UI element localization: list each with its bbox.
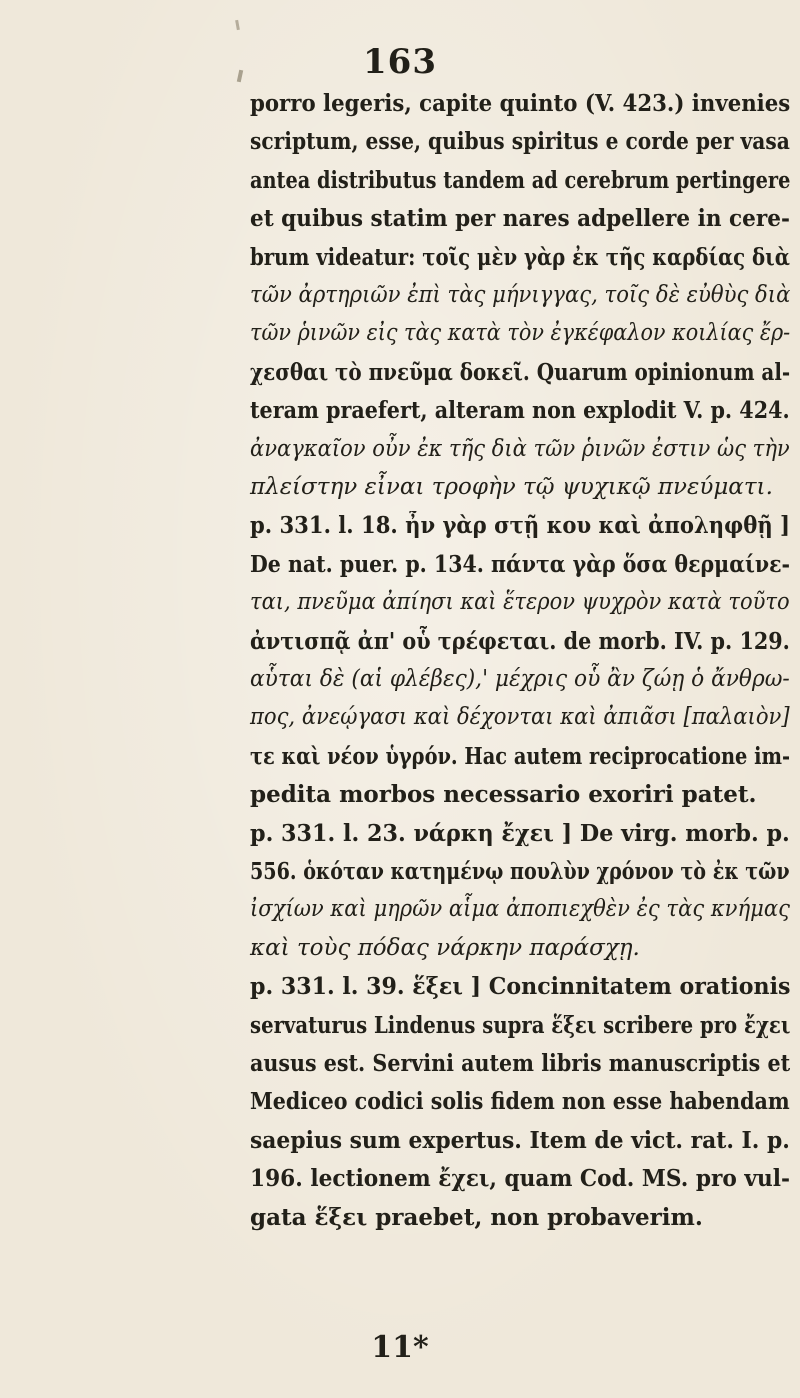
- text-line: Mediceo codici solis fidem non esse habendam: [250, 1088, 790, 1116]
- text-line: teram praefert, alteram non explodit V. p. 424.: [250, 397, 790, 425]
- text-line: ἰσχίων καὶ μηρῶν αἷμα ἀποπιεχθὲν ἐς τὰς κνήμας: [250, 896, 790, 923]
- text-line: χεσθαι τὸ πνεῦμα δοκεῖ. Quarum opinionum al-: [250, 358, 791, 386]
- page-number: 163: [363, 42, 437, 82]
- text-line: servaturus Lindenus supra ἕξει scribere pro ἔχει: [250, 1011, 791, 1039]
- text-line: et quibus statim per nares adpellere in cere-: [250, 205, 790, 233]
- signature-mark: 11*: [371, 1330, 429, 1365]
- text-line: πος, ἀνεῴγασι καὶ δέχονται καὶ ἀπιᾶσι [παλαιὸν]: [250, 704, 790, 731]
- text-line: τε καὶ νέον ὑγρόν. Hac autem reciprocatione im-: [250, 742, 791, 770]
- text-line: 196. lectionem ἔχει, quam Cod. MS. pro vul-: [250, 1165, 791, 1193]
- text-line: p. 331. l. 39. ἕξει ] Concinnitatem orationis: [250, 973, 791, 1001]
- ink-speck: [235, 20, 240, 30]
- text-line: καὶ τοὺς πόδας νάρκην παράσχῃ.: [250, 934, 640, 961]
- text-line: antea distributus tandem ad cerebrum pertingere: [250, 166, 791, 194]
- text-line: ἀναγκαῖον οὖν ἐκ τῆς διὰ τῶν ῥινῶν ἐστιν ὡς τὴν: [250, 435, 790, 462]
- text-line: ausus est. Servini autem libris manuscriptis et: [250, 1050, 791, 1077]
- text-line: ἀντισπᾷ ἀπ' οὗ τρέφεται. de morb. IV. p. 129.: [250, 627, 790, 655]
- text-line: gata ἕξει praebet, non probaverim.: [250, 1203, 703, 1231]
- text-line: p. 331. l. 18. ἦν γὰρ στῇ κου καὶ ἀποληφθῇ ]: [250, 512, 791, 540]
- text-line: pedita morbos necessario exoriri patet.: [250, 781, 757, 809]
- text-line: τῶν ῥινῶν εἰς τὰς κατὰ τὸν ἐγκέφαλον κοιλίας ἔρ-: [250, 320, 791, 347]
- text-line: brum videatur: τοῖς μὲν γὰρ ἐκ τῆς καρδίας διὰ: [250, 243, 790, 271]
- text-line: porro legeris, capite quinto (V. 423.) invenies: [250, 90, 791, 117]
- text-line: πλείστην εἶναι τροφὴν τῷ ψυχικῷ πνεύματι.: [250, 474, 773, 500]
- text-line: De nat. puer. p. 134. πάντα γὰρ ὅσα θερμαίνε-: [250, 550, 791, 578]
- text-line: saepius sum expertus. Item de vict. rat. I. p.: [250, 1126, 790, 1154]
- text-line: 556. ὁκόταν κατημένῳ πουλὺν χρόνον τὸ ἐκ τῶν: [250, 858, 790, 885]
- text-line: αὗται δὲ (αἱ φλέβες),' μέχρις οὗ ἂν ζώῃ ὁ ἄνθρω-: [250, 666, 790, 692]
- text-line: scriptum, esse, quibus spiritus e corde per vasa: [250, 128, 790, 156]
- text-line: τῶν ἀρτηριῶν ἐπὶ τὰς μήνιγγας, τοῖς δὲ εὐθὺς διὰ: [250, 282, 791, 308]
- text-line: ται, πνεῦμα ἀπίησι καὶ ἕτερον ψυχρὸν κατὰ τοῦτο: [250, 589, 790, 616]
- text-line: p. 331. l. 23. νάρκη ἔχει ] De virg. morb. p.: [250, 819, 790, 847]
